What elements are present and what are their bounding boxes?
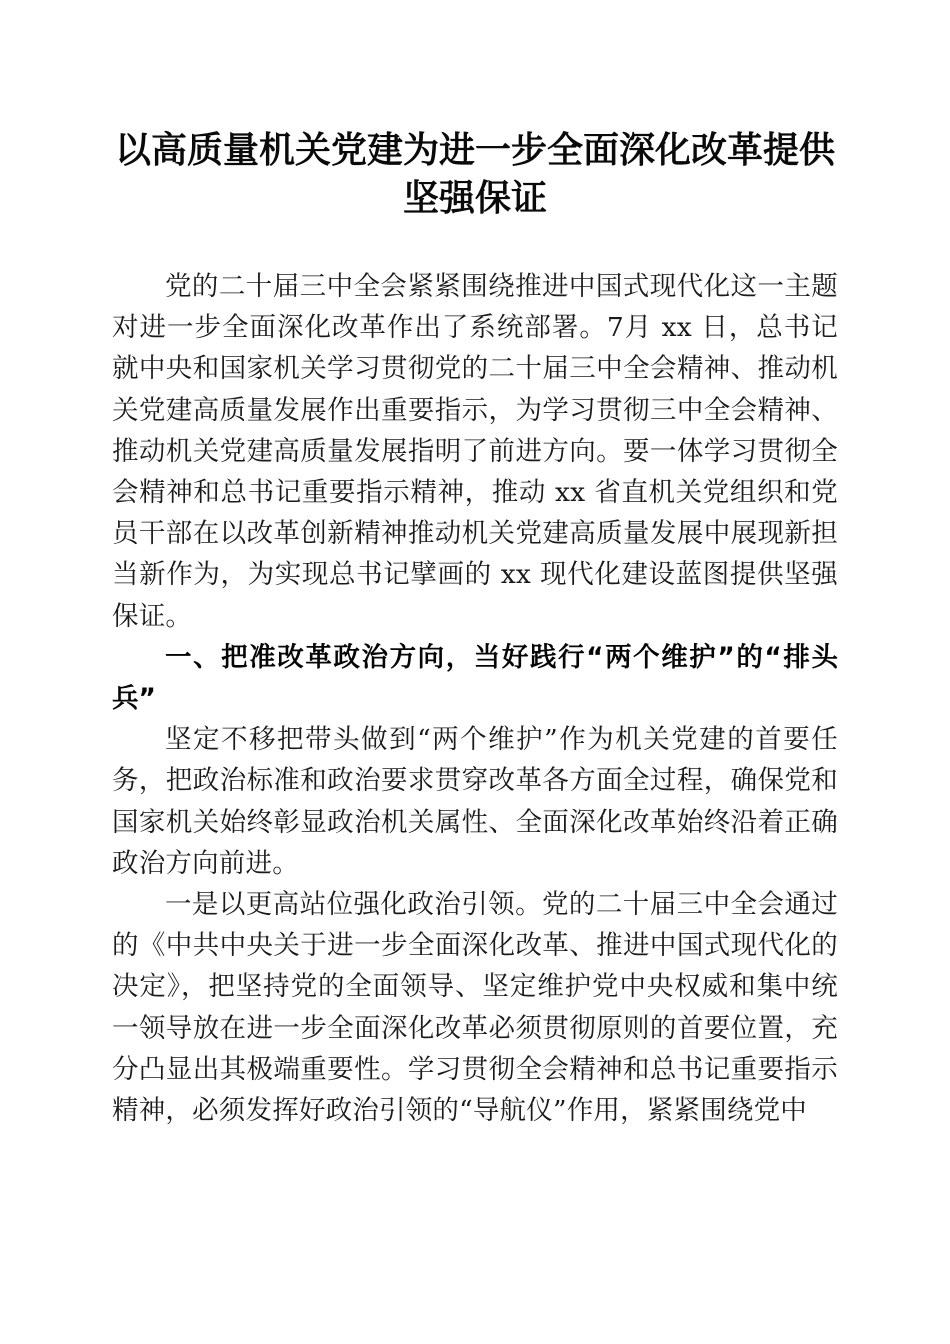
- page-content-area: [112, 0, 838, 1131]
- paragraph-section-one-intro: 坚定不移把带头做到“两个维护”作为机关党建的首要任务，把政治标准和政治要求贯穿改革各方面全过程，确保党和国家机关始终彰显政治机关属性、全面深化改革始终沿着正确政治方向前进。: [112, 724, 838, 879]
- section-heading-one: 一、把准改革政治方向，当好践行“两个维护”的“排头兵”: [112, 641, 838, 715]
- document-body: [112, 222, 838, 1131]
- page-title-line-1: 以高质量机关党建为进一步全面深化改革提供: [114, 129, 835, 171]
- page-title-line-2: 坚强保证: [402, 177, 547, 219]
- paragraph-opening: 党的二十届三中全会紧紧围绕推进中国式现代化这一主题对进一步全面深化改革作出了系统部署。7月 xx 日，总书记就中央和国家机关学习贯彻党的二十届三中全会精神、推动机关党建高质量发展作出重要指示，为学习贯彻三中全会精神、推动机关党建高质量发展指明了前进方向。要一体学习贯彻全会精神和总书记重要指示精神，推动 xx 省直机关党组织和党员干部在以改革创新精神推动机关党建高质量发展中展现新担当新作为，为实现总书记擘画的 xx 现代化建设蓝图提供坚强保证。: [112, 271, 838, 632]
- paragraph-point-one: 一是以更高站位强化政治引领。党的二十届三中全会通过的《中共中央关于进一步全面深化改革、推进中国式现代化的决定》，把坚持党的全面领导、坚定维护党中央权威和集中统一领导放在进一步全面深化改革必须贯彻原则的首要位置，充分凸显出其极端重要性。学习贯彻全会精神和总书记重要指示精神，必须发挥好政治引领的“导航仪”作用，紧紧围绕党中: [112, 889, 838, 1127]
- page-title: [112, 0, 838, 222]
